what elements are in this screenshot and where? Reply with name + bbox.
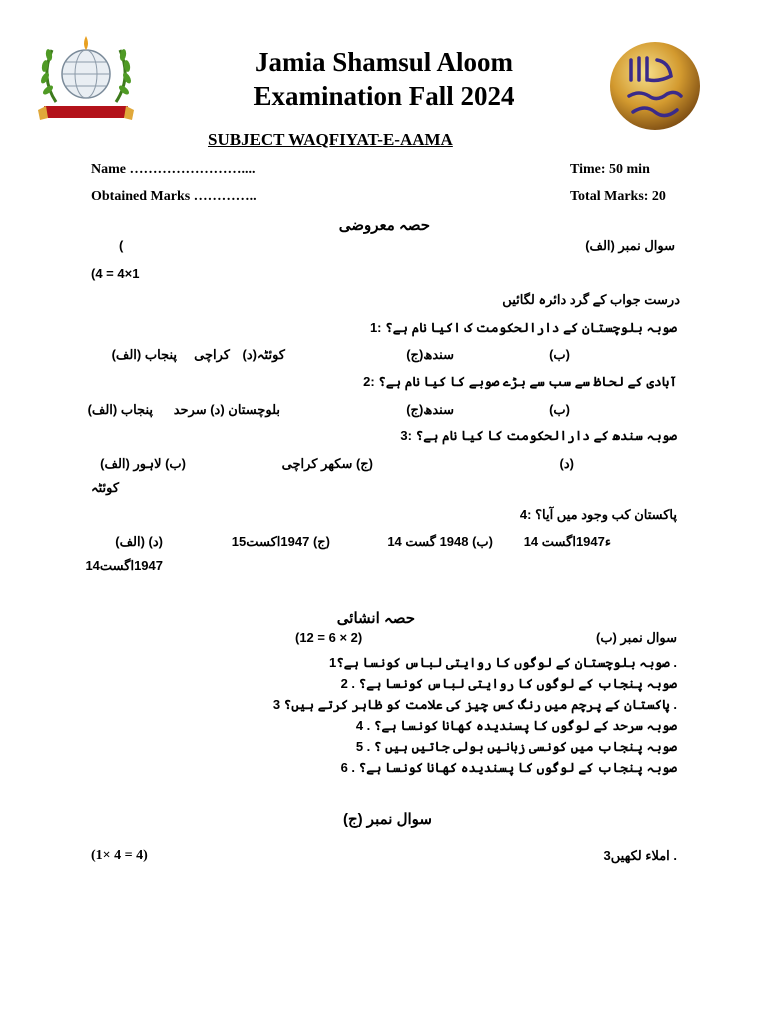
mcq-4-option-b: (ج) 1947اکست15 [231,534,330,549]
mcq-3-option-b: (ج) سکھر کراچی [281,456,373,471]
objective-section-heading: حصہ معروضی [338,217,430,234]
question-c-marks: (1× 4 = 4) [91,848,148,863]
subjective-section-heading: حصہ انشائی [336,610,415,627]
mcq-4-option-e: 1947اگست14 [85,558,163,573]
short-question-5: صوبہ پنجاب میں کونسی زبانیں بولی جاتیں ہیں ؟ . 5 [355,739,677,754]
mcq-2-option-c: سندھ(ج) [406,402,454,417]
question-c-instruction: . املاء لکھیں3 [603,848,677,863]
mcq-1-option-a: پنجاب (الف) [111,347,177,362]
total-marks-label: Total Marks: 20 [570,189,666,204]
obtained-marks-field: Obtained Marks ………….. [91,189,257,204]
mcq-3-option-d: کوئٹہ [91,480,120,495]
short-question-1: . صوبہ بلوچستان کے لوگوں کا روایتی لباس کونسا ہے؟1 [328,655,677,670]
mcq-4-option-c: (ب) 1948 گست 14 [387,534,493,549]
mcq-2-option-d: (ب) [549,402,570,417]
mcq-3-option-a: (ب) لاہور (الف) [100,456,186,471]
school-title: Jamia Shamsul Aloom [254,47,514,77]
mcq-3-text: صوبہ سندھ کے دارالحکومت کا کیا نام ہے؟ :3 [400,428,677,443]
name-field: Name …………………….... [91,162,256,177]
short-question-6: صوبہ پنجاب کے لوگوں کا پسندیدہ کھانا کونسا ہے؟ . 6 [340,760,677,775]
mcq-2-option-a: پنجاب (الف) [87,402,153,417]
mcq-4-text: پاکستان کب وجود میں آیا؟ :4 [519,507,677,522]
exam-title: Examination Fall 2024 [253,81,515,111]
question-b-label: سوال نمبر (ب) [595,630,677,645]
mcq-2-text: آبادی کے لحاظ سے سب سے بڑے صوبے کا کیا نام ہے؟ :2 [363,374,677,389]
question-a-label: سوال نمبر (الف) [585,238,675,253]
mcq-2-option-b: بلوچستان (د) سرحد [173,402,280,417]
mcq-4-option-a: (د) (الف) [115,534,163,549]
mcq-3-option-c: (د) [559,456,574,471]
short-question-3: . پاکستان کے پرچم میں رنگ کس چیز کی علامت کو ظاہر کرتے ہیں؟ 3 [272,697,677,712]
question-a-bracket: ( [119,238,124,253]
objective-instruction: درست جواب کے گرد دائرہ لگائیں [502,292,680,307]
mcq-1-option-b: کراچی [194,347,230,362]
mcq-1-option-c: کوئٹہ(د) [242,347,285,362]
question-b-marks: (12 = 6 × 2) [295,630,363,645]
time-label: Time: 50 min [570,162,650,177]
subject-heading: SUBJECT WAQFIYAT-E-AAMA [208,130,453,149]
short-question-4: صوبہ سرحد کے لوگوں کا پسندیدہ کھانا کونسا ہے؟ . 4 [355,718,677,733]
mcq-4-option-d: ء1947اگست 14 [523,534,611,549]
short-question-2: صوبہ پنجاب کے لوگوں کا روایتی لباس کونسا ہے؟ . 2 [340,676,677,691]
mcq-1-option-e: (ب) [549,347,570,362]
mcq-1-option-d: سندھ(ج) [406,347,454,362]
mcq-1-text: صوبہ بلوچستان کے دارالحکومت ک اکیا نام ہے؟ :1 [369,320,677,335]
question-a-marks: (4 = 4×1 [91,266,140,281]
question-c-heading: سوال نمبر (ج) [342,811,432,828]
